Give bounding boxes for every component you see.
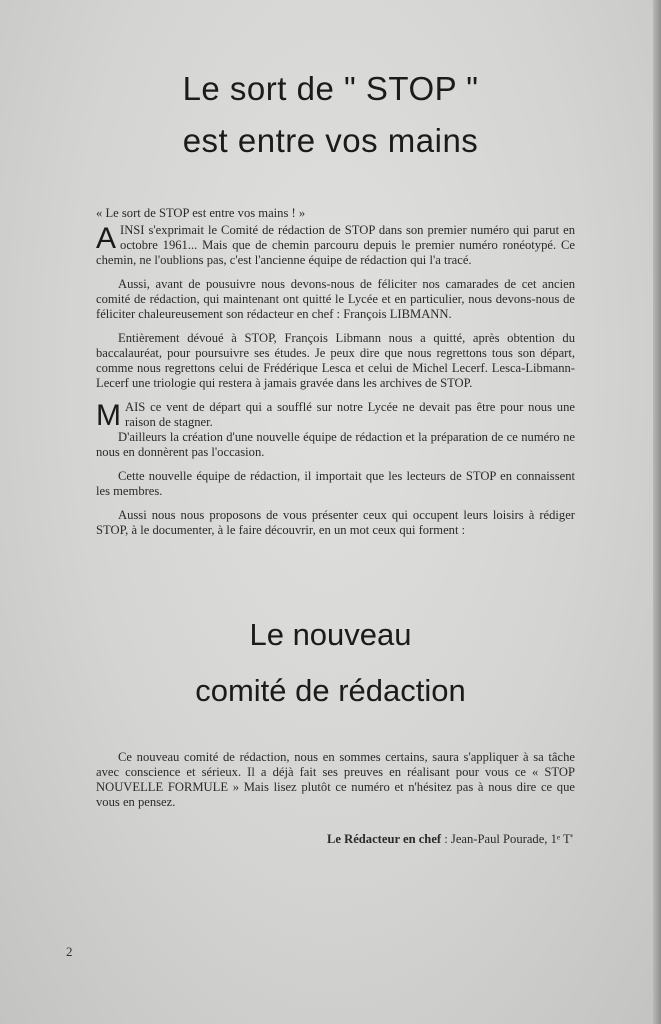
closing-paragraph: Ce nouveau comité de rédaction, nous en sommes certains, saura s'appliquer à sa tâche avec conscience et sérieux. Il a déjà fait ses preuves en réalisant pour vous ce « STOP NOUVELLE FORMULE » Mais lisez plutôt ce numéro et n'hésitez pas à nous dire ce que vous en pensez. [96,750,575,809]
paragraph-4-text: AIS ce vent de départ qui a soufflé sur notre Lycée ne devait pas être pour nous une raison de stagner. [125,400,575,429]
subtitle-line-2: comité de rédaction [195,673,466,708]
page-title [0,70,661,160]
section-heading [0,617,661,709]
paragraph-1-text: INSI s'exprimait le Comité de rédaction de STOP dans son premier numéro qui parut en octobre 1961... Mais que de chemin parcouru depuis le premier numéro ronéotypé. Ce chemin, ne l'oublions pas, c'est l'ancienne équipe de rédaction qui l'a tracé. [96,223,575,267]
article-body [96,206,575,547]
paragraph-4 [96,400,575,460]
paragraph-4-continuation: D'ailleurs la création d'une nouvelle équipe de rédaction et la préparation de ce numéro ne nous en donnèrent pas l'occasion. [96,430,575,459]
paragraph-6: Aussi nous nous proposons de vous présenter ceux qui occupent leurs loisirs à rédiger STOP, à le documenter, à le faire découvrir, en un mot ceux qui forment : [96,508,575,537]
title-line-1: Le sort de " STOP " [182,70,479,107]
dropcap-a: A [96,222,117,255]
signature-name: : Jean-Paul Pourade, 1ᵉ T' [444,832,573,846]
subtitle-line-1: Le nouveau [249,617,412,652]
signature [327,832,573,847]
paragraph-3: Entièrement dévoué à STOP, François Libmann nous a quitté, après obtention du baccalauréat, pour poursuivre ses études. Je peux dire que nous regrettons tous son départ, comme nous regrettons celui de Frédérique Lesca et celui de Michel Lecerf. Lesca-Libmann-Lecerf une triologie qui restera à jamais gravée dans les archives de STOP. [96,331,575,390]
opening-quote: « Le sort de STOP est entre vos mains ! » [96,206,306,220]
dropcap-m: M [96,399,121,432]
title-line-2: est entre vos mains [182,122,479,159]
page-number: 2 [66,944,73,959]
paragraph-5: Cette nouvelle équipe de rédaction, il importait que les lecteurs de STOP en connaissent les membres. [96,469,575,498]
paragraph-2: Aussi, avant de pousuivre nous devons-nous de féliciter nos camarades de cet ancien comité de rédaction, qui maintenant ont quitté le Lycée et en particulier, nous devons-nous de féliciter chaleureusement son rédacteur en chef : François LIBMANN. [96,277,575,321]
paragraph-1 [96,223,575,268]
signature-role: Le Rédacteur en chef [326,832,442,846]
